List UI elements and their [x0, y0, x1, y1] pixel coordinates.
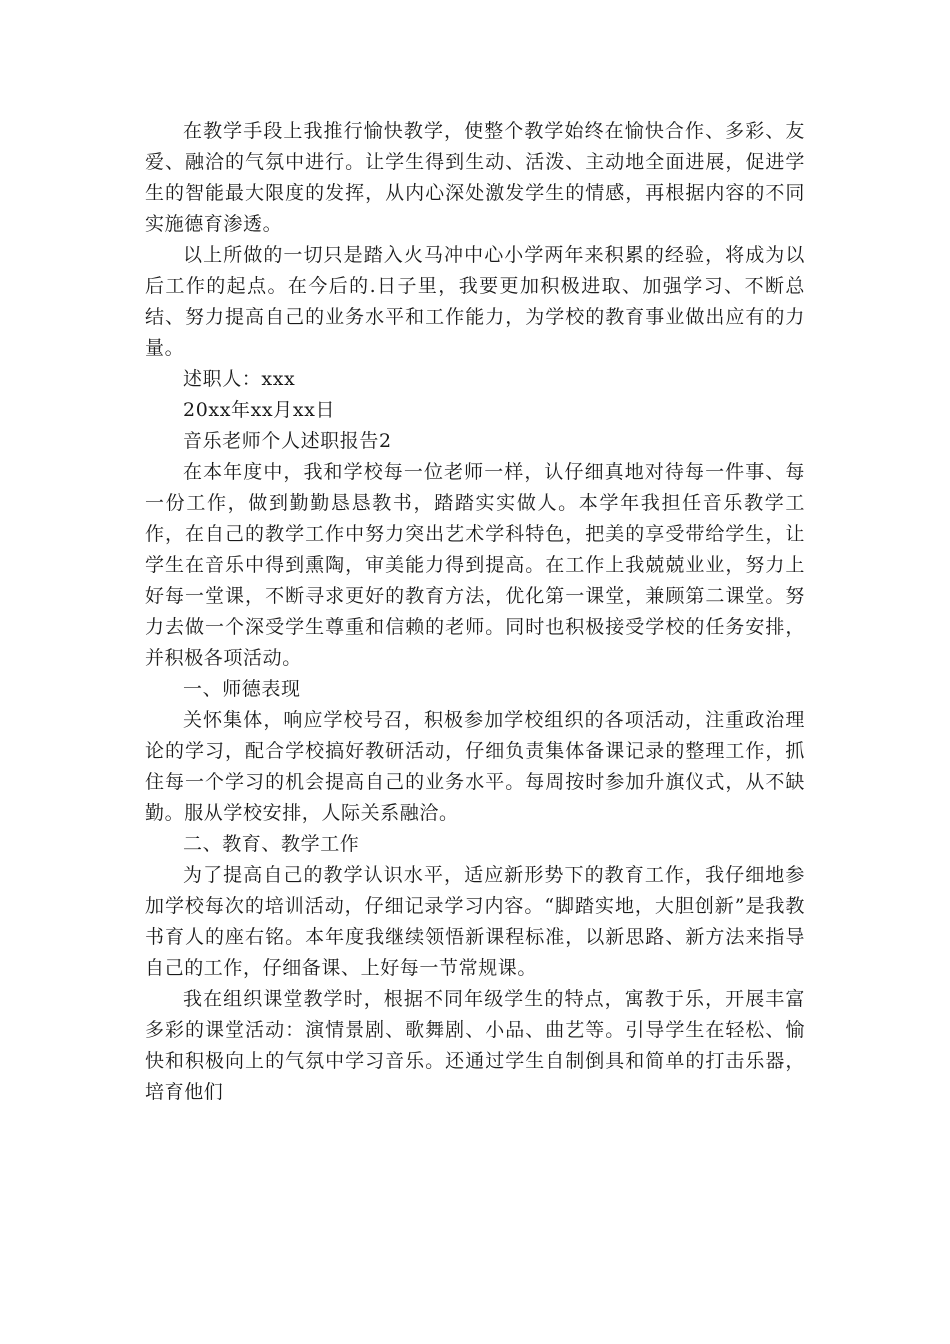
paragraph-teaching-method: 在教学手段上我推行愉快教学，使整个教学始终在愉快合作、多彩、友爱、融洽的气氛中进行。让学生得到生动、活泼、主动地全面进展，促进学生的智能最大限度的发挥，从内心深处激发学生的情感，再根据内容的不同实施德育渗透。: [145, 120, 805, 235]
document-body: [145, 116, 805, 1108]
section-heading-teaching: 二、教育、教学工作: [183, 833, 360, 855]
paragraph-classroom: 我在组织课堂教学时，根据不同年级学生的特点，寓教于乐，开展丰富多彩的课堂活动：演情景剧、歌舞剧、小品、曲艺等。引导学生在轻松、愉快和积极向上的气氛中学习音乐。还通过学生自制倒具和简单的打击乐器，培育他们: [145, 988, 805, 1103]
date-line: 20xx年xx月xx日: [183, 399, 336, 421]
paragraph-intro: 在本年度中，我和学校每一位老师一样，认仔细真地对待每一件事、每一份工作，做到勤勤恳恳教书，踏踏实实做人。本学年我担任音乐教学工作，在自己的教学工作中努力突出艺术学科特色，把美的享受带给学生，让学生在音乐中得到熏陶，审美能力得到提高。在工作上我兢兢业业，努力上好每一堂课，不断寻求更好的教育方法，优化第一课堂，兼顾第二课堂。努力去做一个深受学生尊重和信赖的老师。同时也积极接受学校的任务安排，并积极各项活动。: [145, 461, 805, 669]
paragraph-ethics: 关怀集体，响应学校号召，积极参加学校组织的各项活动，注重政治理论的学习，配合学校搞好教研活动，仔细负责集体备课记录的整理工作，抓住每一个学习的机会提高自己的业务水平。每周按时参加升旗仪式，从不缺勤。服从学校安排，人际关系融洽。: [145, 709, 805, 824]
section-heading-ethics: 一、师德表现: [183, 678, 301, 700]
signature-line: 述职人：xxx: [183, 368, 296, 390]
report-title: 音乐老师个人述职报告2: [183, 430, 392, 452]
paragraph-training: 为了提高自己的教学认识水平，适应新形势下的教育工作，我仔细地参加学校每次的培训活动，仔细记录学习内容。“脚踏实地，大胆创新”是我教书育人的座右铭。本年度我继续领悟新课程标准，以新思路、新方法来指导自己的工作，仔细备课、上好每一节常规课。: [145, 864, 805, 979]
paragraph-summary: 以上所做的一切只是踏入火马冲中心小学两年来积累的经验，将成为以后工作的起点。在今后的.日子里，我要更加积极进取、加强学习、不断总结、努力提高自己的业务水平和工作能力，为学校的教育事业做出应有的力量。: [145, 244, 805, 359]
